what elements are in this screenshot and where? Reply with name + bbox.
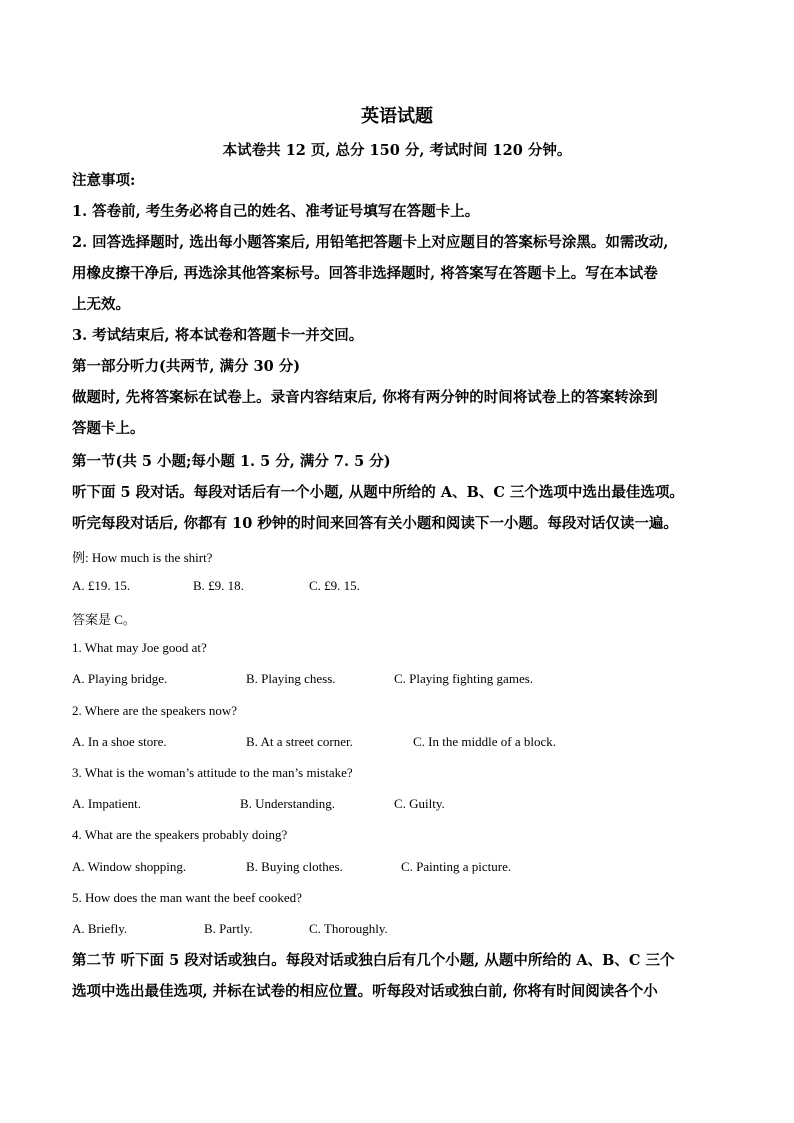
question-2-option-c: C. In the middle of a block.	[413, 734, 556, 749]
note-item-1: 1. 答卷前, 考生务必将自己的姓名、准考证号填写在答题卡上。	[72, 203, 480, 220]
section1-heading: 第一节(共 5 小题;每小题 1. 5 分, 满分 7. 5 分)	[72, 453, 391, 470]
question-2-option-b: B. At a street corner.	[246, 734, 353, 749]
page-title: 英语试题	[361, 106, 433, 127]
section1-instruction-line-1: 听下面 5 段对话。每段对话后有一个小题, 从题中所给的 A、B、C 三个选项中选出最佳选项。	[72, 484, 684, 501]
question-1-option-b: B. Playing chess.	[246, 671, 336, 686]
example-option-b: B. £9. 18.	[193, 578, 244, 593]
section1-instruction-line-2: 听完每段对话后, 你都有 10 秒钟的时间来回答有关小题和阅读下一小题。每段对话仅读一遍。	[72, 515, 678, 532]
section2-line-1: 第二节 听下面 5 段对话或独白。每段对话或独白后有几个小题, 从题中所给的 A、B、C 三个	[72, 952, 675, 969]
question-4-option-c: C. Painting a picture.	[401, 859, 512, 874]
example-option-c: C. £9. 15.	[309, 578, 360, 593]
example-answer: 答案是 C。	[72, 612, 136, 627]
note-item-3: 3. 考试结束后, 将本试卷和答题卡一并交回。	[72, 327, 364, 344]
question-3-option-b: B. Understanding.	[240, 796, 335, 811]
example-option-a: A. £19. 15.	[72, 578, 131, 593]
notes-heading: 注意事项:	[72, 172, 136, 189]
note-item-2-line-3: 上无效。	[72, 296, 130, 313]
question-1-option-a: A. Playing bridge.	[72, 671, 168, 686]
question-2: 2. Where are the speakers now?	[72, 703, 238, 718]
part1-instruction-line-2: 答题卡上。	[72, 420, 145, 437]
question-4-option-a: A. Window shopping.	[72, 859, 187, 874]
question-5-option-b: B. Partly.	[204, 921, 253, 936]
question-1-option-c: C. Playing fighting games.	[394, 671, 534, 686]
exam-info: 本试卷共 12 页, 总分 150 分, 考试时间 120 分钟。	[222, 142, 572, 159]
note-item-2-line-2: 用橡皮擦干净后, 再选涂其他答案标号。回答非选择题时, 将答案写在答题卡上。写在本试卷	[72, 265, 658, 282]
part1-heading: 第一部分听力(共两节, 满分 30 分)	[72, 358, 301, 375]
note-item-2-line-1: 2. 回答选择题时, 选出每小题答案后, 用铅笔把答题卡上对应题目的答案标号涂黑。如需改动,	[72, 234, 669, 251]
question-5-option-a: A. Briefly.	[72, 921, 128, 936]
part1-instruction-line-1: 做题时, 先将答案标在试卷上。录音内容结束后, 你将有两分钟的时间将试卷上的答案转涂到	[72, 389, 658, 406]
question-2-option-a: A. In a shoe store.	[72, 734, 167, 749]
section2-line-2: 选项中选出最佳选项, 并标在试卷的相应位置。听每段对话或独白前, 你将有时间阅读各个小	[72, 983, 658, 1000]
question-3: 3. What is the woman’s attitude to the man’s mistake?	[72, 765, 353, 780]
question-4: 4. What are the speakers probably doing?	[72, 827, 288, 842]
question-1: 1. What may Joe good at?	[72, 640, 207, 655]
question-3-option-a: A. Impatient.	[72, 796, 141, 811]
question-4-option-b: B. Buying clothes.	[246, 859, 343, 874]
question-5: 5. How does the man want the beef cooked?	[72, 890, 302, 905]
question-5-option-c: C. Thoroughly.	[309, 921, 388, 936]
question-3-option-c: C. Guilty.	[394, 796, 445, 811]
example-question: 例: How much is the shirt?	[72, 550, 213, 565]
